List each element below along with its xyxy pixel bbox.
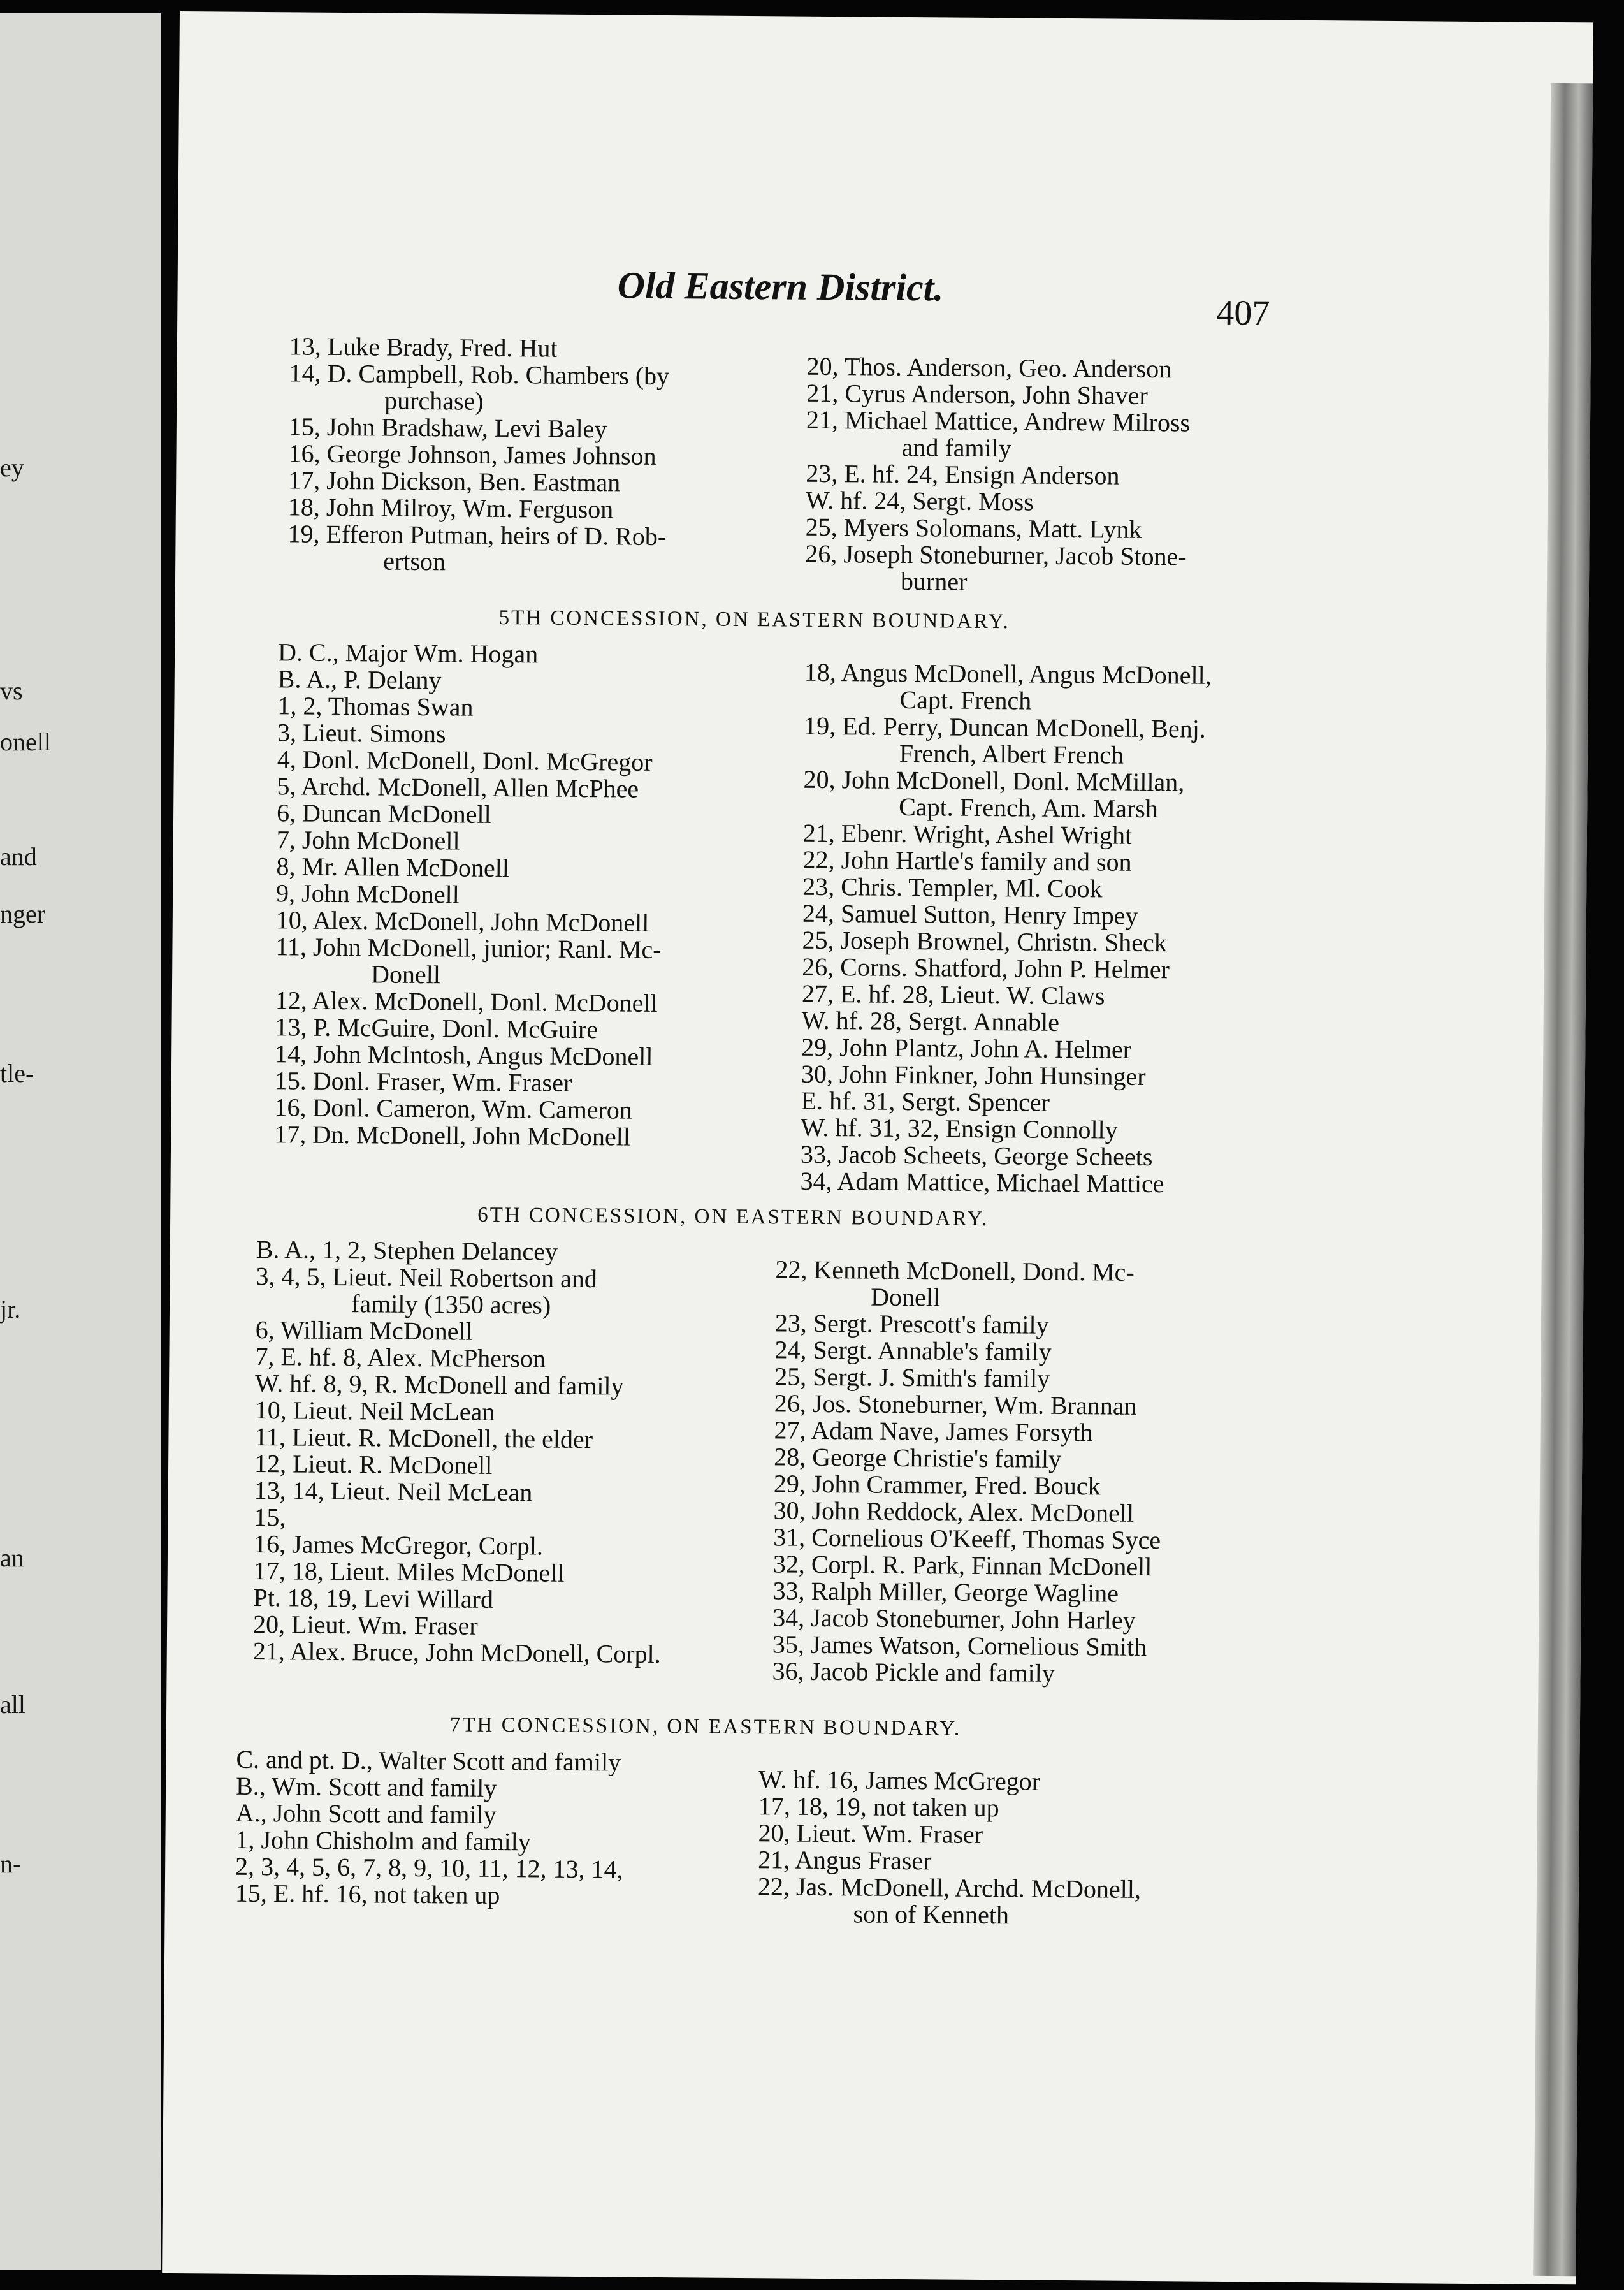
list-entry: 33, Ralph Miller, George Wagline — [772, 1576, 1119, 1608]
list-entry: 26, Jos. Stoneburner, Wm. Brannan — [774, 1389, 1137, 1420]
list-entry: 26, Joseph Stoneburner, Jacob Stone- — [805, 539, 1187, 571]
list-entry: D. C., Major Wm. Hogan — [277, 638, 539, 669]
list-entry: 7, E. hf. 8, Alex. McPherson — [255, 1341, 546, 1373]
facing-page-fragment: jr. — [0, 1295, 21, 1324]
list-entry: 21, Angus Fraser — [758, 1845, 932, 1876]
list-entry: 7, John McDonell — [276, 825, 460, 856]
section-heading-7th-concession: 7TH CONCESSION, ON EASTERN BOUNDARY. — [449, 1713, 962, 1740]
book-page — [162, 11, 1593, 2284]
list-entry: B. A., P. Delany — [277, 664, 442, 695]
list-entry: 2, 3, 4, 5, 6, 7, 8, 9, 10, 11, 12, 13, 14, — [235, 1851, 623, 1884]
list-entry: Capt. French, Am. Marsh — [899, 792, 1159, 824]
list-entry: 27, E. hf. 28, Lieut. W. Claws — [801, 979, 1105, 1010]
list-entry: 20, Lieut. Wm. Fraser — [252, 1609, 478, 1640]
list-entry: 3, Lieut. Simons — [277, 718, 446, 748]
list-entry: 19, Efferon Putman, heirs of D. Rob- — [287, 519, 667, 551]
list-entry: 27, Adam Nave, James Forsyth — [774, 1415, 1093, 1447]
list-entry: Capt. French — [899, 685, 1032, 715]
facing-page-fragment: onell — [0, 727, 51, 756]
list-entry: 23, Chris. Templer, Ml. Cook — [802, 872, 1103, 903]
list-entry: 23, Sergt. Prescott's family — [774, 1308, 1049, 1339]
facing-page-fragment: nger — [0, 900, 46, 928]
list-entry: 10, Alex. McDonell, John McDonell — [275, 905, 649, 937]
list-entry: B. A., 1, 2, Stephen Delancey — [256, 1235, 558, 1266]
list-entry: 8, Mr. Allen McDonell — [276, 852, 510, 883]
top-block-right-column — [805, 353, 1191, 597]
list-entry: 15, John Bradshaw, Levi Baley — [288, 412, 607, 444]
list-entry: and family — [901, 432, 1012, 463]
facing-page-fragment: n- — [0, 1849, 22, 1878]
list-entry: 29, John Plantz, John A. Helmer — [801, 1032, 1132, 1064]
list-entry: 13, P. McGuire, Donl. McGuire — [275, 1012, 598, 1044]
list-entry: 18, John Milroy, Wm. Ferguson — [287, 492, 614, 524]
list-entry: 34, Jacob Stoneburner, John Harley — [772, 1603, 1136, 1635]
section-heading-5th-concession: 5TH CONCESSION, ON EASTERN BOUNDARY. — [498, 606, 1010, 634]
list-entry: 17, 18, Lieut. Miles McDonell — [253, 1556, 565, 1587]
list-entry: 16, Donl. Cameron, Wm. Cameron — [274, 1093, 633, 1125]
list-entry: C. and pt. D., Walter Scott and family — [236, 1744, 621, 1777]
list-entry: 17, John Dickson, Ben. Eastman — [288, 465, 621, 497]
list-entry: W. hf. 31, 32, Ensign Connolly — [801, 1112, 1118, 1144]
list-entry: 17, Dn. McDonell, John McDonell — [273, 1119, 631, 1151]
list-entry: 24, Samuel Sutton, Henry Impey — [802, 898, 1138, 930]
list-entry: Donell — [370, 959, 441, 989]
list-entry: ertson — [383, 546, 446, 576]
sixth-concession-right-column — [772, 1256, 1163, 1688]
fifth-concession-left-column — [274, 639, 663, 1151]
sixth-concession-left-column — [253, 1236, 664, 1668]
facing-page — [0, 13, 161, 2270]
list-entry: 25, Joseph Brownel, Christn. Sheck — [802, 925, 1167, 958]
facing-page-fragment: all — [0, 1690, 25, 1719]
list-entry: 16, James McGregor, Corpl. — [253, 1529, 544, 1561]
list-entry: W. hf. 24, Sergt. Moss — [805, 485, 1034, 516]
list-entry: 19, Ed. Perry, Duncan McDonell, Benj. — [804, 711, 1206, 743]
list-entry: 22, Kenneth McDonell, Dond. Mc- — [775, 1255, 1135, 1287]
list-entry: A., John Scott and family — [235, 1798, 497, 1829]
list-entry: 6, Duncan McDonell — [276, 798, 491, 829]
list-entry: 12, Alex. McDonell, Donl. McDonell — [275, 986, 658, 1017]
list-entry: 17, 18, 19, not taken up — [758, 1791, 999, 1823]
list-entry: 13, 14, Lieut. Neil McLean — [254, 1475, 533, 1507]
list-entry: 28, George Christie's family — [774, 1442, 1062, 1473]
list-entry: 20, Thos. Anderson, Geo. Anderson — [806, 351, 1172, 384]
list-entry: 21, Alex. Bruce, John McDonell, Corpl. — [252, 1636, 661, 1669]
list-entry: 14, John McIntosh, Angus McDonell — [274, 1039, 653, 1071]
list-entry: 32, Corpl. R. Park, Finnan McDonell — [772, 1549, 1152, 1582]
list-entry: 9, John McDonell — [275, 879, 460, 909]
facing-page-fragment: and — [0, 842, 37, 871]
list-entry: 35, James Watson, Cornelious Smith — [772, 1630, 1147, 1661]
facing-page-fragment: tle- — [0, 1059, 34, 1088]
list-entry: 25, Sergt. J. Smith's family — [774, 1362, 1050, 1393]
page-edge — [1533, 83, 1593, 2276]
list-entry: 1, 2, Thomas Swan — [277, 691, 474, 722]
list-entry: 20, John McDonell, Donl. McMillan, — [803, 764, 1185, 797]
list-entry: burner — [900, 566, 968, 596]
list-entry: 23, E. hf. 24, Ensign Anderson — [806, 458, 1120, 490]
list-entry: 24, Sergt. Annable's family — [774, 1335, 1052, 1366]
list-entry: 10, Lieut. Neil McLean — [254, 1395, 495, 1426]
facing-page-fragment: an — [0, 1543, 24, 1572]
page-number: 407 — [1216, 293, 1270, 333]
list-entry: 20, Lieut. Wm. Fraser — [758, 1818, 983, 1849]
list-entry: Donell — [871, 1282, 941, 1312]
list-entry: 21, Cyrus Anderson, John Shaver — [806, 378, 1149, 410]
fifth-concession-right-column — [800, 659, 1211, 1198]
list-entry: 15, E. hf. 16, not taken up — [235, 1878, 500, 1910]
list-entry: son of Kenneth — [853, 1899, 1010, 1930]
top-block-left-column — [287, 333, 670, 577]
seventh-concession-left-column — [235, 1746, 624, 1910]
facing-page-fragment: vs — [0, 676, 23, 705]
section-heading-6th-concession: 6TH CONCESSION, ON EASTERN BOUNDARY. — [477, 1203, 989, 1231]
list-entry: 22, Jas. McDonell, Archd. McDonell, — [757, 1872, 1142, 1904]
list-entry: 31, Cornelious O'Keeff, Thomas Syce — [773, 1522, 1161, 1555]
list-entry: 14, D. Campbell, Rob. Chambers (by — [289, 358, 670, 391]
list-entry: 29, John Crammer, Fred. Bouck — [773, 1469, 1101, 1501]
list-entry: 33, Jacob Scheets, George Scheets — [800, 1139, 1153, 1172]
list-entry: 30, John Reddock, Alex. McDonell — [773, 1496, 1135, 1528]
list-entry: 16, George Johnson, James Johnson — [288, 439, 656, 470]
list-entry: family (1350 acres) — [351, 1289, 551, 1320]
list-entry: 25, Myers Solomans, Matt. Lynk — [805, 512, 1142, 544]
list-entry: 1, John Chisholm and family — [235, 1825, 531, 1856]
facing-page-fragment: ey — [0, 453, 24, 482]
list-entry: 11, Lieut. R. McDonell, the elder — [254, 1422, 593, 1454]
list-entry: 15, — [254, 1502, 286, 1532]
list-entry: purchase) — [384, 386, 484, 416]
list-entry: 4, Donl. McDonell, Donl. McGregor — [277, 745, 653, 777]
list-entry: 11, John McDonell, junior; Ranl. Mc- — [275, 932, 662, 964]
list-entry: W. hf. 16, James McGregor — [758, 1765, 1041, 1796]
list-entry: 30, John Finkner, John Hunsinger — [801, 1059, 1146, 1091]
list-entry: E. hf. 31, Sergt. Spencer — [801, 1086, 1050, 1117]
list-entry: 3, 4, 5, Lieut. Neil Robertson and — [256, 1261, 598, 1294]
seventh-concession-right-column — [757, 1766, 1142, 1930]
list-entry: W. hf. 8, 9, R. McDonell and family — [254, 1368, 624, 1401]
list-entry: W. hf. 28, Sergt. Annable — [801, 1005, 1060, 1037]
list-entry: 15. Donl. Fraser, Wm. Fraser — [274, 1066, 572, 1097]
list-entry: Pt. 18, 19, Levi Willard — [253, 1582, 494, 1614]
list-entry: 6, William McDonell — [255, 1315, 473, 1346]
list-entry: 21, Michael Mattice, Andrew Milross — [806, 405, 1191, 437]
list-entry: 36, Jacob Pickle and family — [772, 1656, 1055, 1688]
list-entry: 5, Archd. McDonell, Allen McPhee — [277, 771, 639, 803]
list-entry: 18, Angus McDonell, Angus McDonell, — [804, 657, 1212, 690]
running-header: Old Eastern District. — [617, 264, 944, 309]
list-entry: French, Albert French — [899, 738, 1124, 769]
list-entry: 12, Lieut. R. McDonell — [254, 1448, 493, 1480]
list-entry: 22, John Hartle's family and son — [802, 845, 1132, 877]
list-entry: 34, Adam Mattice, Michael Mattice — [800, 1166, 1164, 1199]
list-entry: B., Wm. Scott and family — [235, 1771, 497, 1802]
list-entry: 21, Ebenr. Wright, Ashel Wright — [802, 818, 1133, 850]
list-entry: 26, Corns. Shatford, John P. Helmer — [802, 952, 1170, 984]
list-entry: 13, Luke Brady, Fred. Hut — [289, 332, 558, 363]
